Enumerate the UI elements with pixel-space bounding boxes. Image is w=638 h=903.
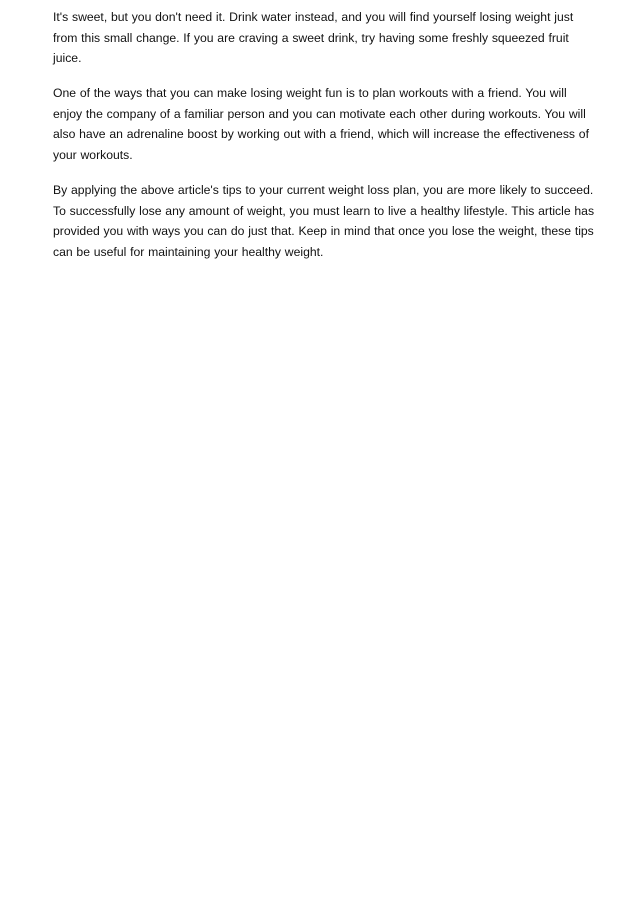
paragraph-1: It's sweet, but you don't need it. Drink water instead, and you will find yourself losing weight just from this small change. If you are craving a sweet drink, try having some freshly squeezed fruit juice. — [53, 10, 574, 66]
paragraph-3: By applying the above article's tips to your current weight loss plan, you are more likely to succeed. To successfully lose any amount of weight, you must learn to live a healthy lifestyle. This article has provided you with ways you can do just that. Keep in mind that once you lose the weight, these tips can be useful for maintaining your healthy weight. — [53, 183, 595, 259]
paragraph-2: One of the ways that you can make losing weight fun is to plan workouts with a friend. You will enjoy the company of a familiar person and you can motivate each other during workouts. You will also have an adrenaline boost by working out with a friend, which will increase the effectiveness of your workouts. — [53, 86, 589, 163]
article-body — [53, 0, 598, 277]
